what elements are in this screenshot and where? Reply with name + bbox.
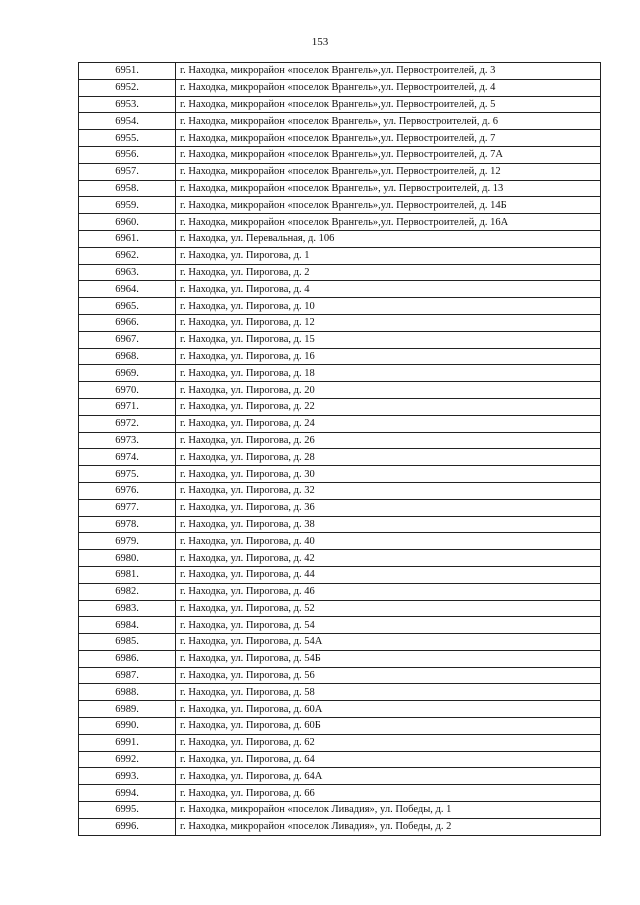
row-number-cell: 6983. bbox=[79, 600, 176, 617]
address-cell: г. Находка, микрорайон «поселок Врангель», ул. Первостроителей, д. 6 bbox=[176, 113, 601, 130]
address-cell: г. Находка, ул. Пирогова, д. 62 bbox=[176, 734, 601, 751]
row-number-cell: 6991. bbox=[79, 734, 176, 751]
table-row bbox=[79, 365, 601, 382]
table-row bbox=[79, 466, 601, 483]
table-row bbox=[79, 314, 601, 331]
address-cell: г. Находка, ул. Пирогова, д. 1 bbox=[176, 247, 601, 264]
address-cell: г. Находка, ул. Пирогова, д. 60А bbox=[176, 701, 601, 718]
address-cell: г. Находка, микрорайон «поселок Врангель»,ул. Первостроителей, д. 7А bbox=[176, 146, 601, 163]
row-number-cell: 6964. bbox=[79, 281, 176, 298]
row-number-cell: 6957. bbox=[79, 163, 176, 180]
row-number-cell: 6984. bbox=[79, 617, 176, 634]
row-number-cell: 6985. bbox=[79, 634, 176, 651]
address-cell: г. Находка, ул. Пирогова, д. 64А bbox=[176, 768, 601, 785]
table-row bbox=[79, 566, 601, 583]
address-cell: г. Находка, микрорайон «поселок Врангель»,ул. Первостроителей, д. 3 bbox=[176, 63, 601, 80]
table-row bbox=[79, 298, 601, 315]
address-cell: г. Находка, ул. Пирогова, д. 66 bbox=[176, 785, 601, 802]
table-row bbox=[79, 701, 601, 718]
row-number-cell: 6953. bbox=[79, 96, 176, 113]
row-number-cell: 6976. bbox=[79, 482, 176, 499]
row-number-cell: 6956. bbox=[79, 146, 176, 163]
row-number-cell: 6955. bbox=[79, 130, 176, 147]
table-row bbox=[79, 550, 601, 567]
address-cell: г. Находка, ул. Пирогова, д. 16 bbox=[176, 348, 601, 365]
address-cell: г. Находка, ул. Пирогова, д. 36 bbox=[176, 499, 601, 516]
table-row bbox=[79, 214, 601, 231]
address-cell: г. Находка, ул. Пирогова, д. 18 bbox=[176, 365, 601, 382]
row-number-cell: 6990. bbox=[79, 718, 176, 735]
address-cell: г. Находка, ул. Пирогова, д. 54 bbox=[176, 617, 601, 634]
table-row bbox=[79, 516, 601, 533]
row-number-cell: 6988. bbox=[79, 684, 176, 701]
row-number-cell: 6981. bbox=[79, 566, 176, 583]
row-number-cell: 6966. bbox=[79, 314, 176, 331]
address-cell: г. Находка, микрорайон «поселок Ливадия», ул. Победы, д. 2 bbox=[176, 818, 601, 835]
row-number-cell: 6973. bbox=[79, 432, 176, 449]
row-number-cell: 6952. bbox=[79, 79, 176, 96]
table-row bbox=[79, 180, 601, 197]
address-cell: г. Находка, микрорайон «поселок Врангель»,ул. Первостроителей, д. 5 bbox=[176, 96, 601, 113]
address-cell: г. Находка, ул. Пирогова, д. 20 bbox=[176, 382, 601, 399]
row-number-cell: 6996. bbox=[79, 818, 176, 835]
address-cell: г. Находка, микрорайон «поселок Врангель»,ул. Первостроителей, д. 12 bbox=[176, 163, 601, 180]
row-number-cell: 6960. bbox=[79, 214, 176, 231]
row-number-cell: 6968. bbox=[79, 348, 176, 365]
row-number-cell: 6986. bbox=[79, 650, 176, 667]
table-row bbox=[79, 634, 601, 651]
table-row bbox=[79, 415, 601, 432]
address-cell: г. Находка, ул. Пирогова, д. 10 bbox=[176, 298, 601, 315]
table-row bbox=[79, 197, 601, 214]
address-table-body bbox=[79, 63, 601, 836]
address-cell: г. Находка, ул. Пирогова, д. 44 bbox=[176, 566, 601, 583]
table-row bbox=[79, 768, 601, 785]
table-row bbox=[79, 331, 601, 348]
row-number-cell: 6951. bbox=[79, 63, 176, 80]
row-number-cell: 6959. bbox=[79, 197, 176, 214]
row-number-cell: 6995. bbox=[79, 802, 176, 819]
row-number-cell: 6963. bbox=[79, 264, 176, 281]
table-row bbox=[79, 281, 601, 298]
address-cell: г. Находка, микрорайон «поселок Врангель», ул. Первостроителей, д. 13 bbox=[176, 180, 601, 197]
address-cell: г. Находка, ул. Пирогова, д. 15 bbox=[176, 331, 601, 348]
row-number-cell: 6972. bbox=[79, 415, 176, 432]
table-row bbox=[79, 113, 601, 130]
row-number-cell: 6978. bbox=[79, 516, 176, 533]
address-cell: г. Находка, ул. Пирогова, д. 2 bbox=[176, 264, 601, 281]
address-cell: г. Находка, ул. Пирогова, д. 38 bbox=[176, 516, 601, 533]
table-row bbox=[79, 533, 601, 550]
table-row bbox=[79, 432, 601, 449]
table-row bbox=[79, 667, 601, 684]
row-number-cell: 6969. bbox=[79, 365, 176, 382]
table-row bbox=[79, 130, 601, 147]
row-number-cell: 6965. bbox=[79, 298, 176, 315]
row-number-cell: 6971. bbox=[79, 398, 176, 415]
table-row bbox=[79, 617, 601, 634]
row-number-cell: 6974. bbox=[79, 449, 176, 466]
address-cell: г. Находка, ул. Пирогова, д. 26 bbox=[176, 432, 601, 449]
table-row bbox=[79, 718, 601, 735]
table-row bbox=[79, 785, 601, 802]
address-cell: г. Находка, ул. Пирогова, д. 40 bbox=[176, 533, 601, 550]
table-row bbox=[79, 818, 601, 835]
row-number-cell: 6987. bbox=[79, 667, 176, 684]
row-number-cell: 6994. bbox=[79, 785, 176, 802]
row-number-cell: 6967. bbox=[79, 331, 176, 348]
row-number-cell: 6989. bbox=[79, 701, 176, 718]
table-row bbox=[79, 449, 601, 466]
page-number: 153 bbox=[311, 36, 329, 48]
table-row bbox=[79, 684, 601, 701]
row-number-cell: 6970. bbox=[79, 382, 176, 399]
address-cell: г. Находка, ул. Пирогова, д. 30 bbox=[176, 466, 601, 483]
row-number-cell: 6992. bbox=[79, 751, 176, 768]
table-row bbox=[79, 146, 601, 163]
address-cell: г. Находка, ул. Пирогова, д. 28 bbox=[176, 449, 601, 466]
table-row bbox=[79, 247, 601, 264]
row-number-cell: 6961. bbox=[79, 230, 176, 247]
address-cell: г. Находка, ул. Пирогова, д. 56 bbox=[176, 667, 601, 684]
address-cell: г. Находка, ул. Пирогова, д. 60Б bbox=[176, 718, 601, 735]
row-number-cell: 6982. bbox=[79, 583, 176, 600]
address-cell: г. Находка, ул. Пирогова, д. 42 bbox=[176, 550, 601, 567]
table-row bbox=[79, 600, 601, 617]
table-row bbox=[79, 230, 601, 247]
address-cell: г. Находка, микрорайон «поселок Врангель»,ул. Первостроителей, д. 4 bbox=[176, 79, 601, 96]
row-number-cell: 6980. bbox=[79, 550, 176, 567]
table-row bbox=[79, 802, 601, 819]
table-row bbox=[79, 734, 601, 751]
address-cell: г. Находка, микрорайон «поселок Ливадия», ул. Победы, д. 1 bbox=[176, 802, 601, 819]
table-row bbox=[79, 264, 601, 281]
address-cell: г. Находка, ул. Пирогова, д. 4 bbox=[176, 281, 601, 298]
row-number-cell: 6993. bbox=[79, 768, 176, 785]
address-cell: г. Находка, ул. Пирогова, д. 32 bbox=[176, 482, 601, 499]
address-cell: г. Находка, ул. Пирогова, д. 58 bbox=[176, 684, 601, 701]
table-row bbox=[79, 96, 601, 113]
row-number-cell: 6958. bbox=[79, 180, 176, 197]
address-cell: г. Находка, ул. Пирогова, д. 24 bbox=[176, 415, 601, 432]
table-row bbox=[79, 79, 601, 96]
table-row bbox=[79, 63, 601, 80]
address-cell: г. Находка, ул. Пирогова, д. 12 bbox=[176, 314, 601, 331]
row-number-cell: 6962. bbox=[79, 247, 176, 264]
table-row bbox=[79, 482, 601, 499]
address-cell: г. Находка, ул. Перевальная, д. 106 bbox=[176, 230, 601, 247]
address-cell: г. Находка, ул. Пирогова, д. 54Б bbox=[176, 650, 601, 667]
address-cell: г. Находка, ул. Пирогова, д. 22 bbox=[176, 398, 601, 415]
address-cell: г. Находка, микрорайон «поселок Врангель»,ул. Первостроителей, д. 16А bbox=[176, 214, 601, 231]
table-row bbox=[79, 163, 601, 180]
table-row bbox=[79, 499, 601, 516]
table-row bbox=[79, 650, 601, 667]
address-cell: г. Находка, микрорайон «поселок Врангель»,ул. Первостроителей, д. 7 bbox=[176, 130, 601, 147]
row-number-cell: 6954. bbox=[79, 113, 176, 130]
address-table bbox=[78, 62, 601, 836]
table-row bbox=[79, 398, 601, 415]
table-row bbox=[79, 583, 601, 600]
address-cell: г. Находка, микрорайон «поселок Врангель»,ул. Первостроителей, д. 14Б bbox=[176, 197, 601, 214]
row-number-cell: 6979. bbox=[79, 533, 176, 550]
address-cell: г. Находка, ул. Пирогова, д. 64 bbox=[176, 751, 601, 768]
address-cell: г. Находка, ул. Пирогова, д. 54А bbox=[176, 634, 601, 651]
table-row bbox=[79, 382, 601, 399]
table-row bbox=[79, 348, 601, 365]
address-cell: г. Находка, ул. Пирогова, д. 52 bbox=[176, 600, 601, 617]
table-row bbox=[79, 751, 601, 768]
row-number-cell: 6975. bbox=[79, 466, 176, 483]
address-cell: г. Находка, ул. Пирогова, д. 46 bbox=[176, 583, 601, 600]
row-number-cell: 6977. bbox=[79, 499, 176, 516]
